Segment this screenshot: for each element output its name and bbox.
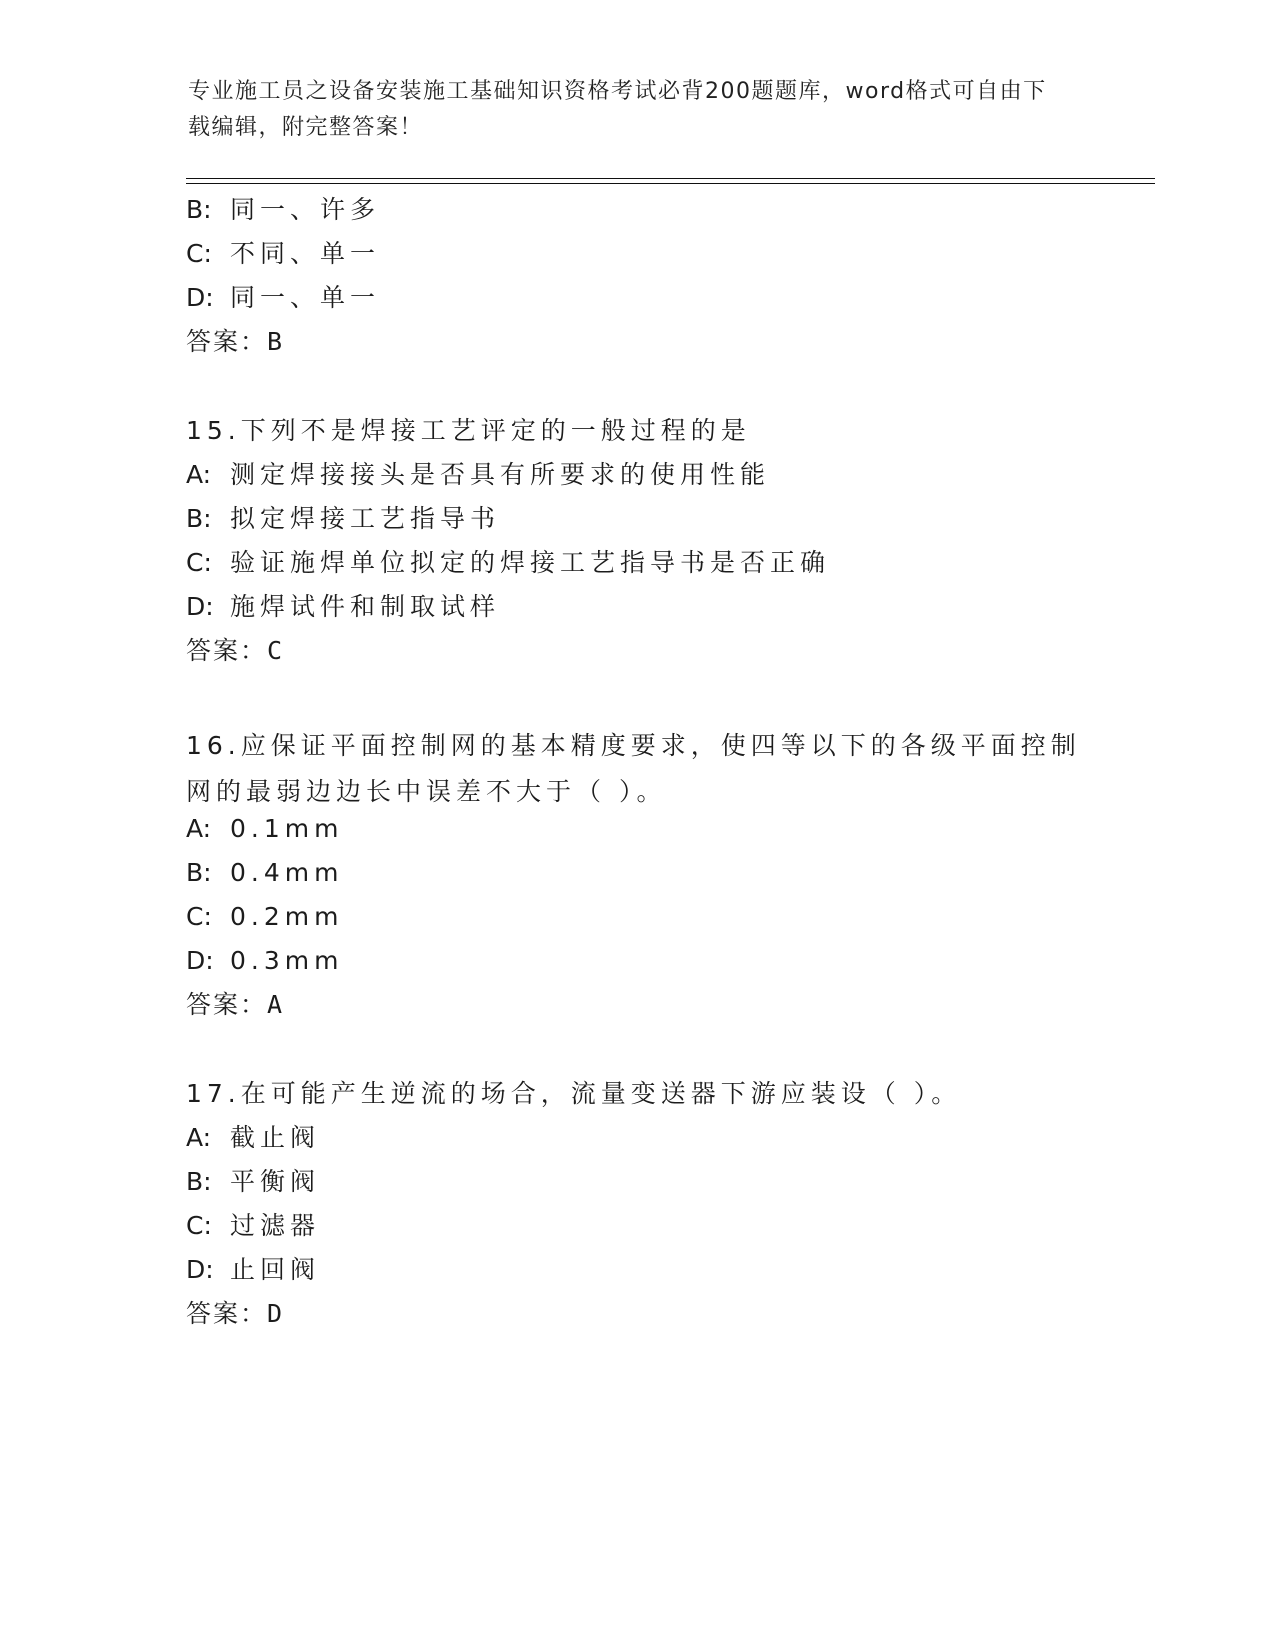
q14-option-c	[186, 237, 380, 271]
q14-option-b	[186, 193, 380, 227]
answer-label: 答案：	[186, 636, 268, 665]
q15-option-a	[186, 458, 770, 492]
q17-option-c	[186, 1209, 320, 1243]
option-key: D:	[186, 946, 214, 975]
option-key: A:	[186, 460, 212, 489]
option-text: 施焊试件和制取试样	[230, 592, 501, 621]
q15-option-c	[186, 546, 830, 580]
option-text: 0.4mm	[230, 858, 344, 887]
q17-option-d	[186, 1253, 320, 1287]
q17-option-b	[186, 1165, 320, 1199]
q15-option-d	[186, 590, 500, 624]
option-text: 过滤器	[230, 1211, 321, 1240]
option-text: 同一、许多	[230, 195, 381, 224]
q17-option-a	[186, 1121, 320, 1155]
option-key: B:	[186, 1167, 212, 1196]
option-text: 平衡阀	[230, 1167, 321, 1196]
option-text: 同一、单一	[230, 283, 381, 312]
header-rule-top	[186, 178, 1155, 179]
option-text: 截止阀	[230, 1123, 321, 1152]
option-key: A:	[186, 1123, 212, 1152]
option-text: 0.2mm	[230, 902, 344, 931]
answer-label: 答案：	[186, 327, 268, 356]
option-key: D:	[186, 283, 214, 312]
option-key: B:	[186, 195, 212, 224]
q16-option-c	[186, 900, 343, 934]
option-key: C:	[186, 902, 212, 931]
q15-answer	[186, 634, 282, 668]
q16-answer	[186, 988, 282, 1022]
option-text: 0.3mm	[230, 946, 344, 975]
answer-label: 答案：	[186, 990, 268, 1019]
option-key: D:	[186, 592, 214, 621]
option-text: 拟定焊接工艺指导书	[230, 504, 501, 533]
header-rule-bottom	[186, 183, 1155, 184]
option-key: A:	[186, 814, 212, 843]
q16-question: 16.应保证平面控制网的基本精度要求，使四等以下的各级平面控制网的最弱边边长中误差不大于（ ）。	[186, 731, 1081, 806]
option-text: 验证施焊单位拟定的焊接工艺指导书是否正确	[230, 548, 831, 577]
q16-option-d	[186, 944, 343, 978]
option-key: D:	[186, 1255, 214, 1284]
q17-answer	[186, 1297, 282, 1331]
answer-value: A	[267, 990, 283, 1019]
option-text: 测定焊接接头是否具有所要求的使用性能	[230, 460, 771, 489]
q15-option-b	[186, 502, 500, 536]
option-key: B:	[186, 858, 212, 887]
option-text: 0.1mm	[230, 814, 344, 843]
answer-value: D	[267, 1299, 283, 1328]
option-key: C:	[186, 239, 212, 268]
answer-value: C	[267, 636, 283, 665]
q16-option-b	[186, 856, 343, 890]
option-text: 止回阀	[230, 1255, 321, 1284]
option-key: C:	[186, 548, 212, 577]
q16-option-a	[186, 812, 343, 846]
option-key: B:	[186, 504, 212, 533]
option-key: C:	[186, 1211, 212, 1240]
answer-label: 答案：	[186, 1299, 268, 1328]
q17-question: 17.在可能产生逆流的场合，流量变送器下游应装设（ ）。	[186, 1079, 962, 1108]
q14-option-d	[186, 281, 380, 315]
q15-question: 15.下列不是焊接工艺评定的一般过程的是	[186, 416, 751, 445]
answer-value: B	[267, 327, 283, 356]
q14-answer	[186, 325, 282, 359]
option-text: 不同、单一	[230, 239, 381, 268]
document-header: 专业施工员之设备安装施工基础知识资格考试必背200题题库，word格式可自由下载编辑，附完整答案！	[188, 79, 1047, 140]
